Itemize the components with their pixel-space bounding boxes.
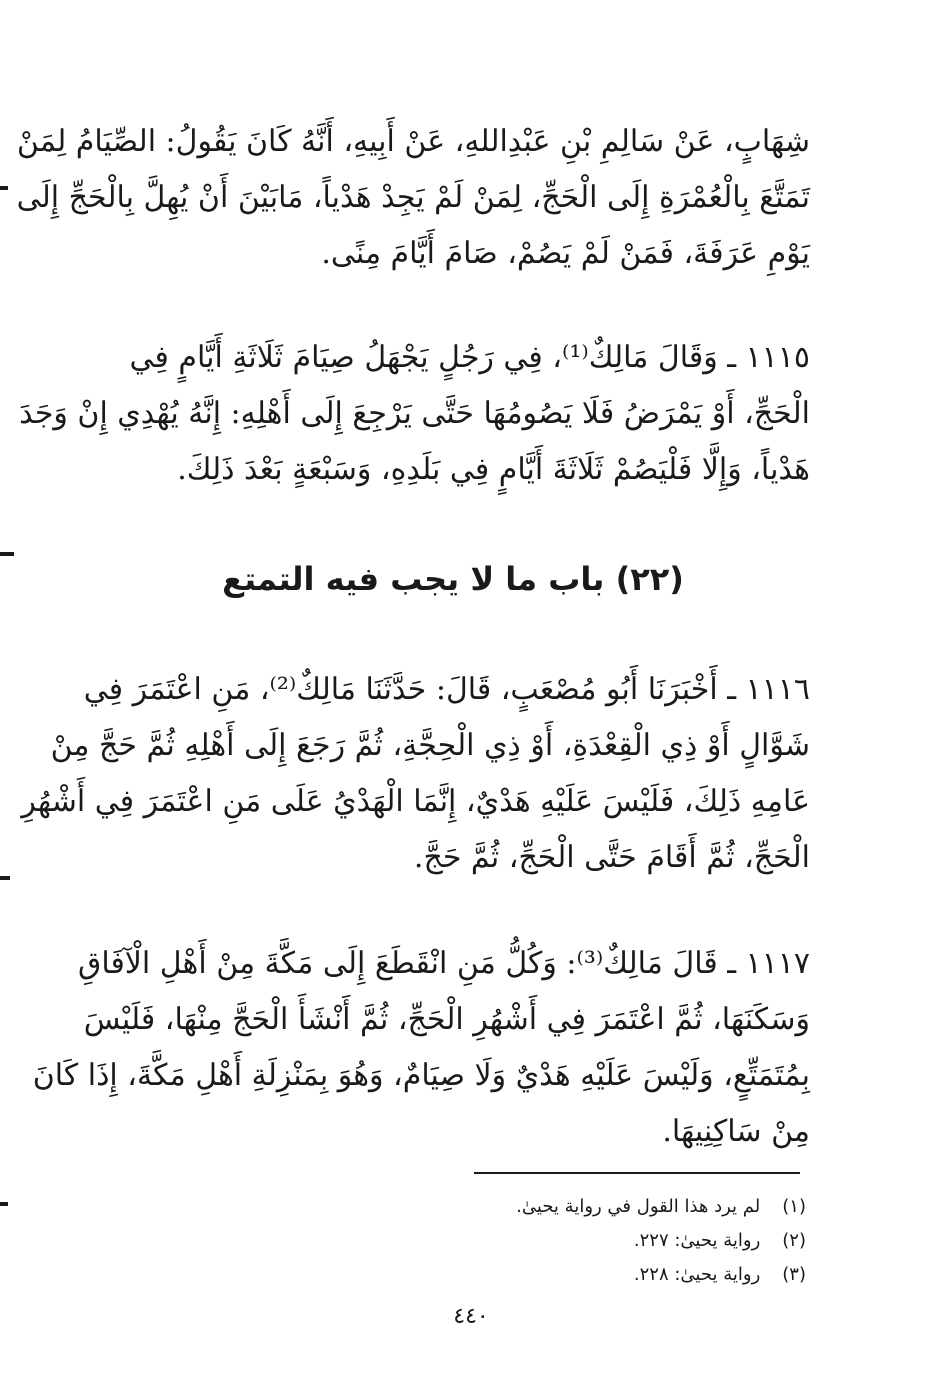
text-line: شَوَّالٍ أَوْ ذِي الْقِعْدَةِ، أَوْ ذِي الْحِجَّةِ، ثُمَّ رَجَعَ إِلَى أَهْلِهِ ثُمَّ حَجَّ مِنْ [50, 728, 810, 763]
footnote-text: رواية يحيىٰ: ٢٢٧. [633, 1230, 761, 1251]
paragraph-continuation [16, 114, 810, 282]
text-line: شِهَابٍ، عَنْ سَالِمِ بْنِ عَبْدِاللهِ، عَنْ أَبِيهِ، أَنَّهُ كَانَ يَقُولُ: الصِّيَامُ لِمَنْ [16, 124, 810, 159]
text-line: تَمَتَّعَ بِالْعُمْرَةِ إِلَى الْحَجِّ، لِمَنْ لَمْ يَجِدْ هَدْياً، مَابَيْنَ أَنْ يُهِلَّ بِالْحَجِّ إِلَى [16, 180, 810, 215]
footnote-3 [300, 1258, 806, 1292]
footnote-2 [300, 1224, 806, 1258]
margin-mark [0, 552, 14, 556]
text-line: ١١١٥ ـ وَقَالَ مَالِكٌ⁽¹⁾، فِي رَجُلٍ يَجْهَلُ صِيَامَ ثَلَاثَةِ أَيَّامٍ فِي [129, 340, 810, 375]
paragraph-1116 [21, 662, 810, 886]
text-line: هَدْياً، وَإِلَّا فَلْيَصُمْ ثَلَاثَةَ أَيَّامٍ فِي بَلَدِهِ، وَسَبْعَةٍ بَعْدَ ذَلِكَ. [177, 452, 810, 487]
footnote-divider [474, 1172, 800, 1174]
section-heading: (٢٢) باب ما لا يجب فيه التمتع [222, 560, 684, 598]
text-line: ١١١٧ ـ قَالَ مَالِكٌ⁽³⁾: وَكُلُّ مَنِ انْقَطَعَ إِلَى مَكَّةَ مِنْ أَهْلِ الْآفَاقِ [78, 946, 810, 981]
text-line: ١١١٦ ـ أَخْبَرَنَا أَبُو مُصْعَبٍ، قَالَ: حَدَّثَنَا مَالِكٌ⁽²⁾، مَنِ اعْتَمَرَ فِي [83, 672, 810, 707]
text-line: يَوْمِ عَرَفَةَ، فَمَنْ لَمْ يَصُمْ، صَامَ أَيَّامَ مِنًى. [321, 236, 810, 271]
footnote-text: رواية يحيىٰ: ٢٢٨. [633, 1264, 761, 1285]
paragraph-1117 [32, 936, 810, 1160]
footnote-number: (١) [782, 1196, 806, 1217]
footnote-1 [300, 1190, 806, 1224]
text-line: مِنْ سَاكِنِيهَا. [662, 1114, 810, 1149]
margin-mark [0, 186, 8, 190]
margin-mark [0, 876, 10, 880]
page-number: ٤٤٠ [453, 1304, 489, 1329]
text-line: بِمُتَمَتِّعٍ، وَلَيْسَ عَلَيْهِ هَدْيٌ وَلَا صِيَامٌ، وَهُوَ بِمَنْزِلَةِ أَهْلِ مَكَّةَ، إِذَا كَانَ [32, 1058, 810, 1093]
footnote-number: (٢) [782, 1230, 806, 1251]
text-line: وَسَكَنَهَا، ثُمَّ اعْتَمَرَ فِي أَشْهُرِ الْحَجِّ، ثُمَّ أَنْشَأَ الْحَجَّ مِنْهَا، فَلَيْسَ [83, 1002, 810, 1037]
paragraph-1115 [19, 330, 810, 498]
margin-mark [0, 1202, 8, 1206]
text-line: عَامِهِ ذَلِكَ، فَلَيْسَ عَلَيْهِ هَدْيٌ، إِنَّمَا الْهَدْيُ عَلَى مَنِ اعْتَمَرَ فِي أَشْهُرِ [21, 784, 810, 819]
text-line: الْحَجِّ، ثُمَّ أَقَامَ حَتَّى الْحَجِّ، ثُمَّ حَجَّ. [413, 840, 810, 875]
footnote-text: لم يرد هذا القول في رواية يحيىٰ. [516, 1196, 761, 1217]
text-line: الْحَجِّ، أَوْ يَمْرَضُ فَلَا يَصُومُهَا حَتَّى يَرْجِعَ إِلَى أَهْلِهِ: إِنَّهُ يُهْدِي إِنْ وَجَدَ [19, 396, 810, 431]
footnote-number: (٣) [782, 1264, 806, 1285]
footnotes [300, 1190, 806, 1292]
